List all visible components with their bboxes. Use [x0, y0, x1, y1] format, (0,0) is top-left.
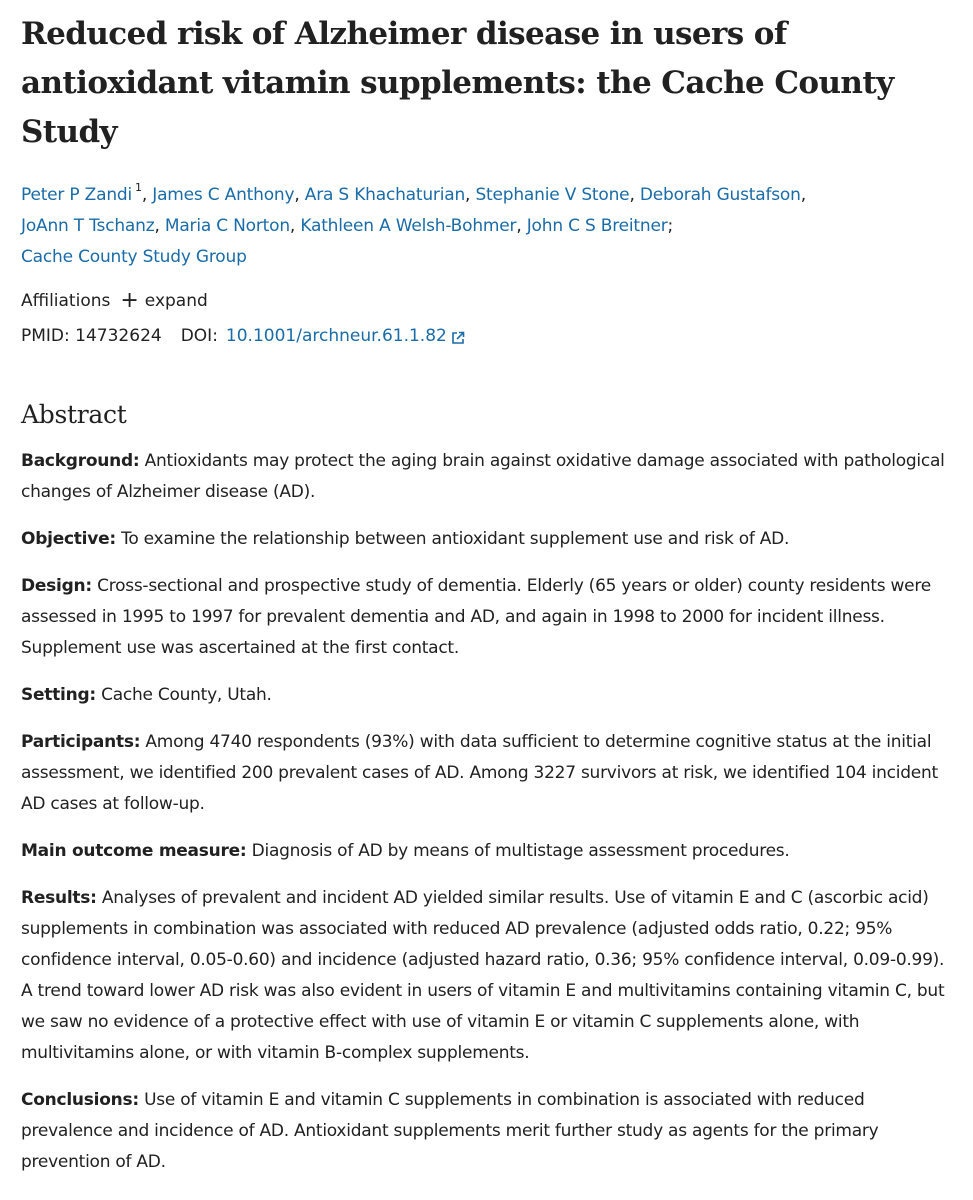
author-link[interactable]: Kathleen A Welsh-Bohmer [300, 216, 517, 236]
section-text: Cross-sectional and prospective study of dementia. Elderly (65 years or older) county residents were assessed in 1995 to 1997 for prevalent dementia and AD, and again in 1998 to 2000 for incident illness. Supplement use was ascertained at the first contact. [21, 576, 931, 658]
author-link[interactable]: Maria C Norton [164, 216, 290, 236]
plus-icon: + [120, 288, 139, 313]
abstract-body [21, 446, 955, 1178]
author-list [21, 180, 955, 273]
abstract-section-design [21, 571, 955, 664]
doi-value: 10.1001/archneur.61.1.82 [225, 326, 447, 346]
section-text: Cache County, Utah. [101, 685, 272, 705]
section-label: Setting: [21, 685, 96, 705]
author-link[interactable]: Deborah Gustafson [639, 185, 801, 205]
section-label: Design: [21, 576, 92, 596]
doi-label: DOI: [180, 326, 218, 346]
author-separator: , [154, 216, 165, 236]
study-group-link[interactable]: Cache County Study Group [21, 247, 247, 267]
author-separator: , [289, 216, 301, 236]
author-link[interactable]: Ara S Khachaturian [304, 185, 466, 205]
pmid-label: PMID: [21, 326, 70, 346]
section-text: Analyses of prevalent and incident AD yielded similar results. Use of vitamin E and C (ascorbic acid) supplements in combination was associated with reduced AD prevalence (adjusted odds ratio, 0.22; 95% confidence interval, 0.05-0.60) and incidence (adjusted hazard ratio, 0.36; 95% confidence interval, 0.09-0.99). A trend toward lower AD risk was also evident in users of vitamin E and multivitamins containing vitamin C, but we saw no evidence of a protective effect with use of vitamin E or vitamin C supplements alone, with multivitamins alone, or with vitamin B-complex supplements. [21, 888, 945, 1063]
article-title: Reduced risk of Alzheimer disease in users of antioxidant vitamin supplements: the Cache County Study [21, 16, 894, 150]
abstract-section-participants [21, 727, 955, 820]
author-link[interactable]: Stephanie V Stone [475, 185, 630, 205]
section-text: Antioxidants may protect the aging brain against oxidative damage associated with pathological changes of Alzheimer disease (AD). [21, 451, 945, 502]
author-separator: , [629, 185, 640, 205]
identifiers-row [21, 323, 955, 349]
section-text: Among 4740 respondents (93%) with data sufficient to determine cognitive status at the initial assessment, we identified 200 prevalent cases of AD. Among 3227 survivors at risk, we identified 104 incident AD cases at follow-up. [21, 732, 938, 814]
section-label: Participants: [21, 732, 141, 752]
expand-label: expand [144, 291, 208, 311]
abstract-section-conclusions [21, 1085, 955, 1178]
abstract-section-setting [21, 680, 955, 711]
author-separator: , [800, 185, 806, 205]
author-separator: , [294, 185, 305, 205]
expand-affiliations-button[interactable] [120, 288, 207, 314]
affiliations-label: Affiliations [21, 291, 111, 311]
section-text: To examine the relationship between antioxidant supplement use and risk of AD. [121, 529, 790, 549]
affiliation-marker[interactable]: 1 [135, 181, 142, 195]
section-label: Main outcome measure: [21, 841, 247, 861]
author-link[interactable]: John C S Breitner [526, 216, 668, 236]
section-text: Use of vitamin E and vitamin C supplements in combination is associated with reduced prevalence and incidence of AD. Antioxidant supplements merit further study as agents for the primary prevention of AD. [21, 1090, 879, 1172]
section-label: Conclusions: [21, 1090, 139, 1110]
section-label: Background: [21, 451, 140, 471]
affiliations-row [21, 288, 955, 314]
author-separator: ; [667, 216, 674, 236]
author-separator: , [516, 216, 527, 236]
author-link[interactable]: Peter P Zandi [21, 185, 133, 205]
author-separator: , [141, 185, 153, 205]
doi-link[interactable] [226, 323, 465, 349]
abstract-section-results [21, 883, 955, 1069]
section-label: Objective: [21, 529, 116, 549]
abstract-section-objective [21, 524, 955, 555]
section-label: Results: [21, 888, 97, 908]
pmid-value: 14732624 [75, 326, 162, 346]
author-separator: , [465, 185, 476, 205]
section-text: Diagnosis of AD by means of multistage assessment procedures. [251, 841, 790, 861]
abstract-section-background [21, 446, 955, 508]
author-link[interactable]: James C Anthony [152, 185, 295, 205]
abstract-heading: Abstract [21, 400, 127, 429]
abstract-section-main-outcome [21, 836, 955, 867]
external-link-icon [451, 331, 465, 345]
author-link[interactable]: JoAnn T Tschanz [21, 216, 155, 236]
